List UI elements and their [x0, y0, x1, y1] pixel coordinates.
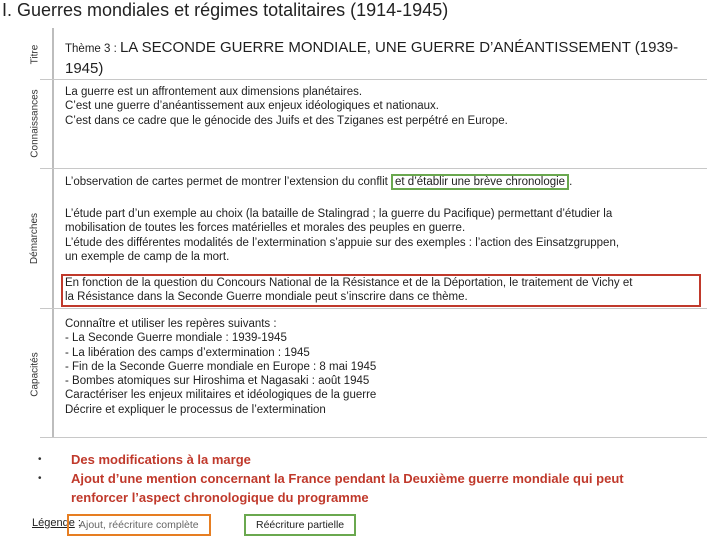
- demarches-paragraph: [65, 207, 705, 264]
- capacites-line: - Fin de la Seconde Guerre mondiale en Europe : 8 mai 1945: [65, 360, 377, 373]
- demarches-intro: [65, 175, 705, 189]
- bullet-icon: •: [38, 473, 42, 484]
- legend-label: Légende: [32, 517, 75, 529]
- demarches-line1-end: .: [569, 176, 573, 188]
- demarches-line: un exemple de camp de la mort.: [65, 250, 230, 263]
- demarches-line: L’étude part d’un exemple au choix (la bataille de Stalingrad ; la guerre du Pacifique) permettant d’étudier la: [65, 208, 613, 220]
- row-label-demarches-text: Démarches: [29, 212, 41, 264]
- page-title: I. Guerres mondiales et régimes totalitaires (1914-1945): [2, 0, 449, 20]
- capacites-line: - Bombes atomiques sur Hiroshima et Nagasaki : août 1945: [65, 375, 370, 388]
- modification-item-line: Ajout d’une mention concernant la France pendant la Deuxième guerre mondiale qui peut: [71, 471, 624, 486]
- row-label-connaissances: [25, 80, 45, 166]
- capacites-line: - La Seconde Guerre mondiale : 1939-1945: [65, 332, 287, 345]
- connaissances-line: C’est une guerre d’anéantissement aux enjeux idéologiques et nationaux.: [65, 100, 440, 113]
- demarches-line1-start: L’observation de cartes permet de montrer l’extension du conflit: [65, 176, 392, 188]
- cnrd-line: la Résistance dans la Seconde Guerre mondiale peut s’inscrire dans ce thème.: [65, 291, 468, 304]
- legend-partial-rewrite: Réécriture partielle: [244, 514, 356, 536]
- row-separator: [40, 168, 707, 169]
- row-label-titre-text: Titre: [29, 44, 41, 64]
- capacites-line: Connaître et utiliser les repères suivants :: [65, 318, 277, 330]
- capacites-cell: [65, 317, 705, 417]
- connaissances-line: C’est dans ce cadre que le génocide des Juifs et des Tziganes est perpétré en Europe.: [65, 114, 508, 127]
- row-label-titre: [25, 30, 45, 78]
- row-separator: [40, 437, 707, 438]
- cnrd-highlight-block: [63, 276, 699, 305]
- capacites-line: - La libération des camps d’extermination : 1945: [65, 346, 310, 359]
- capacites-line: Caractériser les enjeux militaires et idéologiques de la guerre: [65, 389, 377, 402]
- row-label-demarches: [25, 170, 45, 306]
- capacites-line: Décrire et expliquer le processus de l’extermination: [65, 403, 326, 416]
- legend-separator: :: [74, 517, 81, 529]
- legend-complete-rewrite: Ajout, réécriture complète: [67, 514, 211, 536]
- column-divider: [52, 28, 54, 438]
- modification-item-line: renforcer l’aspect chronologique du programme: [71, 490, 369, 505]
- connaissances-cell: [65, 85, 705, 128]
- theme-cell: [65, 38, 705, 80]
- theme-prefix: Thème 3 :: [65, 43, 120, 55]
- row-label-connaissances-text: Connaissances: [29, 88, 41, 158]
- bullet-icon: •: [38, 454, 42, 465]
- row-label-capacites-text: Capacités: [29, 351, 41, 397]
- demarches-line: mobilisation de toutes les forces matérielles et morales des peuples en guerre.: [65, 222, 466, 235]
- demarches-line: L’étude des différentes modalités de l’extermination s’appuie sur des exemples : l’action des Einsatzgruppen,: [65, 236, 620, 249]
- row-separator: [40, 308, 707, 309]
- cnrd-line: En fonction de la question du Concours National de la Résistance et de la Déportation, le traitement de Vichy et: [65, 277, 633, 289]
- row-label-capacites: [25, 310, 45, 438]
- chronology-highlight: et d’établir une brève chronologie: [391, 174, 569, 190]
- connaissances-line: La guerre est un affrontement aux dimensions planétaires.: [65, 86, 363, 98]
- theme-title-line1: LA SECONDE GUERRE MONDIALE, UNE GUERRE D’ANÉANTISSEMENT (1939-: [119, 39, 679, 56]
- modification-item: Des modifications à la marge: [71, 452, 251, 467]
- theme-title-line2: 1945): [65, 60, 104, 77]
- modification-item: [71, 469, 701, 507]
